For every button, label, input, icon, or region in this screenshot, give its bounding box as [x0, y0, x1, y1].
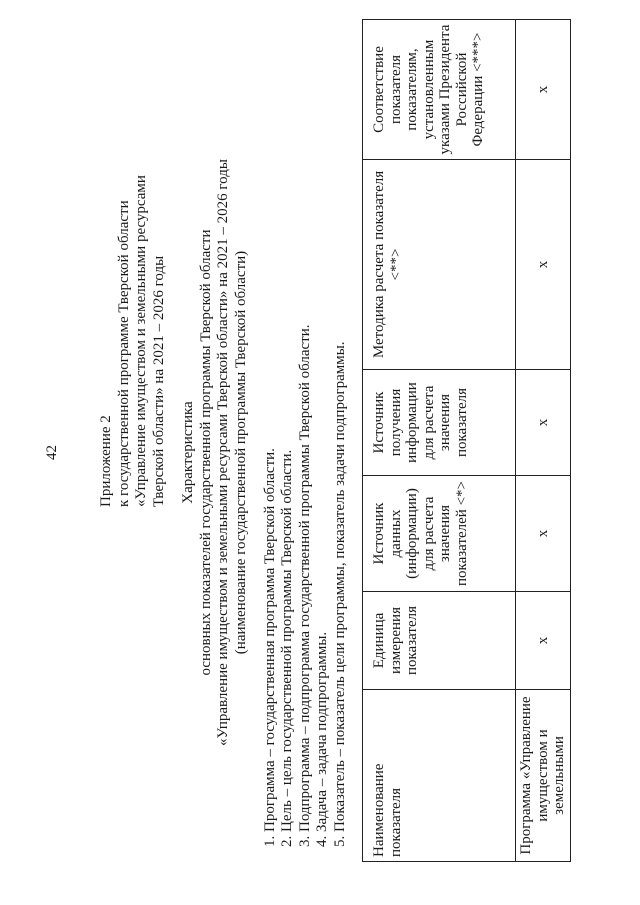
appendix-block: [98, 67, 168, 507]
heading-caption: (наименование государственной программы Тверской области): [232, 250, 249, 655]
row-program-name: Программа «Управление имуществом и земельными: [516, 690, 571, 862]
row-cell-unit: х: [516, 592, 571, 690]
definition-item: 5. Показатель – показатель цели программы, показатель задачи подпрограммы.: [331, 341, 348, 847]
header-unit: Единица измерения показателя: [363, 592, 516, 690]
appendix-line: к государственной программе Тверской области: [115, 200, 132, 507]
heading-title: Характеристика: [180, 401, 196, 504]
header-data-source: Источник данных (информации) для расчета значения показателей <*>: [363, 476, 516, 592]
definition-item: 2. Цель – цель государственной программы Тверской области.: [279, 449, 296, 847]
row-cell-method: х: [516, 160, 571, 370]
header-compliance: Соответствие показателя показателям, установленным указами Президента Российской Федерации <***>: [363, 20, 516, 160]
definition-item: 1. Программа – государственная программа Тверской области.: [262, 448, 278, 847]
table-row: [516, 20, 571, 862]
appendix-line: Тверской области» на 2021 – 2026 годы: [150, 255, 167, 507]
row-cell-data-source: х: [516, 476, 571, 592]
indicators-table: [362, 19, 571, 862]
header-indicator-name: Наименование показателя: [363, 690, 516, 862]
appendix-line: Приложение 2: [98, 415, 114, 507]
heading-line: «Управление имуществом и земельными ресурсами Тверской области» на 2021 – 2026 годы: [215, 159, 231, 746]
appendix-line: «Управление имуществом и земельными ресурсами: [133, 175, 149, 507]
table-header-row: [363, 20, 516, 862]
row-cell-info-source: х: [516, 370, 571, 476]
definitions-list: [262, 47, 349, 847]
header-info-source: Источник получения информации для расчета значения показателя: [363, 370, 516, 476]
definition-item: 4. Задача – задача подпрограммы.: [314, 631, 331, 847]
heading-line: основных показателей государственной программы Тверской области: [197, 229, 214, 676]
row-cell-compliance: х: [516, 20, 571, 160]
document-heading: [180, 60, 250, 845]
header-method: Методика расчета показателя <**>: [363, 160, 516, 370]
definition-item: 3. Подпрограмма – подпрограмма государственной программы Тверской области.: [296, 324, 313, 847]
page-number: 42: [44, 445, 60, 460]
